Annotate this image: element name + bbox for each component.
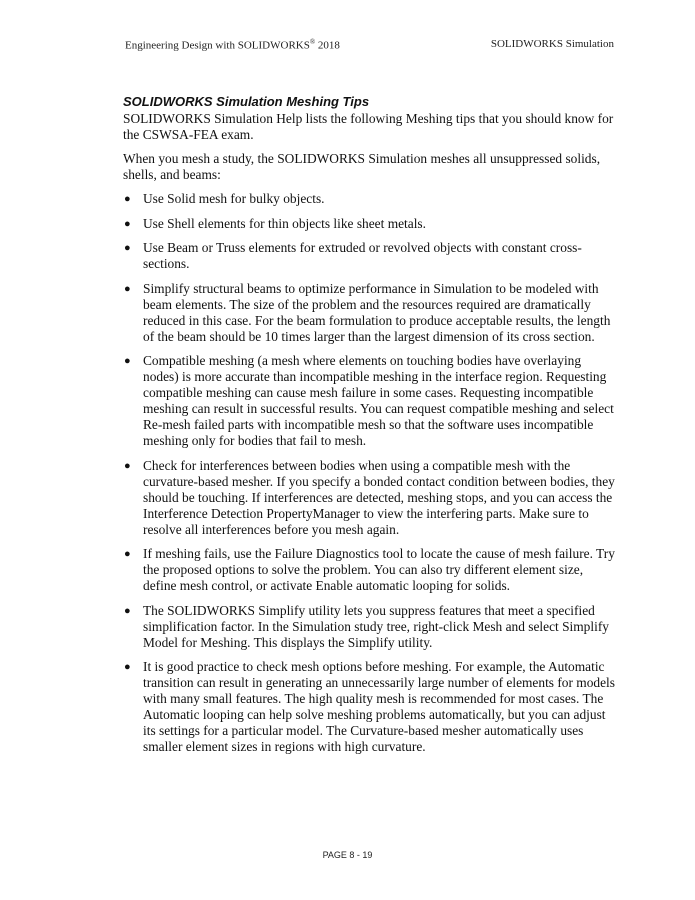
page-number: PAGE 8 - 19	[322, 850, 373, 860]
section-title: SOLIDWORKS Simulation Meshing Tips	[123, 94, 370, 109]
list-item	[123, 659, 615, 755]
list-item-text: If meshing fails, use the Failure Diagnostics tool to locate the cause of mesh failure. Try the proposed options to solve the problem. You can also try different element size, define mesh control, or activate Enable automatic looping for solids.	[143, 546, 615, 593]
bullet-icon: ●	[124, 548, 131, 560]
intro-paragraph: SOLIDWORKS Simulation Help lists the following Meshing tips that you should know for the CSWSA-FEA exam.	[123, 111, 614, 142]
mesh-study-paragraph: When you mesh a study, the SOLIDWORKS Simulation meshes all unsuppressed solids, shells, and beams:	[123, 151, 601, 182]
list-item	[123, 603, 615, 651]
list-item	[123, 216, 615, 232]
list-item	[123, 458, 615, 538]
list-item	[123, 546, 615, 594]
list-item	[123, 191, 615, 207]
list-item-text: Use Solid mesh for bulky objects.	[143, 191, 325, 206]
list-item-text: It is good practice to check mesh options before meshing. For example, the Automatic transition can result in generating an unnecessarily large number of elements for models with many small features. The high quality mesh is recommended for most cases. The Automatic looping can help solve meshing problems automatically, but you can adjust its settings for a particular model. The Curvature-based mesher automatically uses smaller element sizes in regions with high curvature.	[143, 659, 615, 754]
header-chapter-title: SOLIDWORKS Simulation	[490, 38, 614, 50]
bullet-icon: ●	[124, 661, 131, 673]
bullet-icon: ●	[124, 604, 131, 617]
list-item-text: Check for interferences between bodies when using a compatible mesh with the curvature-based mesher. If you specify a bonded contact condition between bodies, they should be touching. If interferences are detected, meshing stops, and you can access the Interference Detection PropertyManager to view the interfering parts. Make sure to resolve all interferences before you mesh again.	[143, 457, 615, 537]
list-item-text: Use Beam or Truss elements for extruded or revolved objects with constant cross-sections.	[143, 240, 582, 271]
bullet-icon: ●	[124, 355, 131, 367]
list-item	[123, 240, 615, 272]
header-book-year: 2018	[315, 39, 340, 52]
running-header	[125, 38, 614, 52]
bullet-icon: ●	[124, 459, 131, 472]
page-content	[123, 94, 615, 764]
list-item	[123, 281, 615, 345]
header-book-title	[125, 38, 340, 52]
meshing-tips-list	[123, 191, 615, 755]
header-book-title-text: Engineering Design with SOLIDWORKS	[125, 39, 310, 52]
bullet-icon: ●	[124, 242, 131, 254]
registered-trademark-mark: ®	[309, 38, 316, 46]
bullet-icon: ●	[124, 217, 131, 230]
list-item-text: Compatible meshing (a mesh where elements on touching bodies have overlaying nodes) is more accurate than incompatible meshing in the interface region. Requesting compatible meshing can cause mesh failure in some cases. Requesting incompatible meshing can result in successful results. You can request compatible meshing and select Re-mesh failed parts with incompatible mesh so that the software uses incompatible meshing only for bodies that fail to mesh.	[143, 353, 614, 448]
bullet-icon: ●	[124, 282, 131, 295]
list-item-text: Simplify structural beams to optimize performance in Simulation to be modeled with beam elements. The size of the problem and the resources required are dramatically reduced in this case. For the beam formulation to produce acceptable results, the length of the beam should be 10 times larger than the largest dimension of its cross section.	[143, 280, 611, 344]
list-item-text: The SOLIDWORKS Simplify utility lets you suppress features that meet a specified simplification factor. In the Simulation study tree, right-click Mesh and select Simplify Model for Meshing. This displays the Simplify utility.	[143, 602, 609, 650]
bullet-icon: ●	[124, 193, 131, 205]
list-item-text: Use Shell elements for thin objects like sheet metals.	[143, 215, 426, 231]
list-item	[123, 353, 615, 449]
